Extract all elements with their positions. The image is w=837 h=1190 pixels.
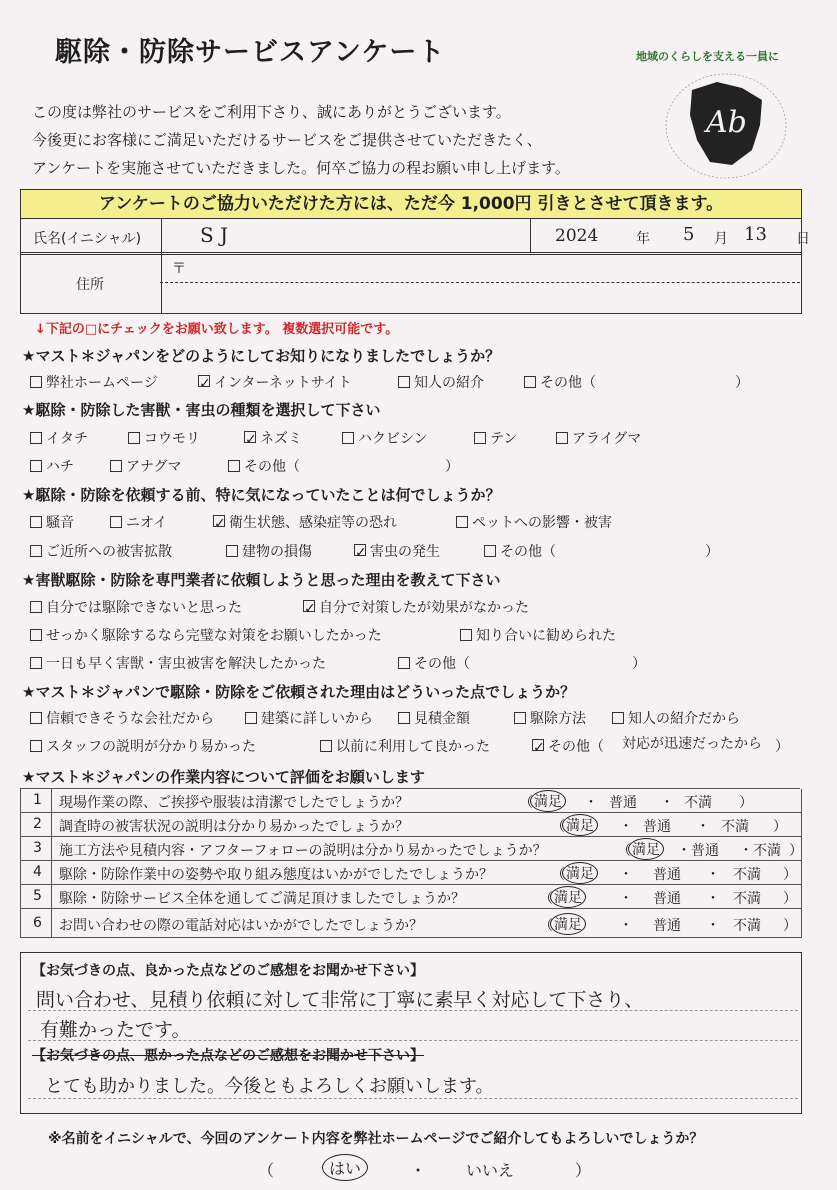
row-number: 5 (33, 888, 42, 904)
checkbox-checked[interactable]: ✓ (304, 601, 316, 617)
checkbox[interactable] (30, 712, 42, 724)
q3-option[interactable] (110, 512, 167, 532)
option-label: コウモリ (144, 431, 200, 447)
option-label: ハクビシン (358, 431, 428, 447)
checkbox[interactable] (245, 712, 257, 724)
option-label: 自分では駆除できないと思った (46, 600, 242, 616)
paren-close: ） (783, 891, 797, 907)
q4-option[interactable] (30, 625, 382, 645)
option-label: アナグマ (126, 459, 182, 475)
separator: ・ (696, 819, 710, 835)
option-label: イタチ (46, 431, 88, 447)
checkbox[interactable] (342, 432, 354, 444)
eval-row-5 (20, 885, 802, 909)
checkbox[interactable] (128, 432, 140, 444)
discount-banner: アンケートのご協力いただけた方には、ただ今 1,000円 引きとさせて頂きます。 (20, 189, 802, 219)
q2-title: ★駆除・防除した害獣・害虫の種類を選択して下さい (22, 401, 381, 419)
q1-option-other[interactable] (524, 372, 596, 392)
row-question: 調査時の被害状況の説明は分かり易かったでしょうか？ (59, 819, 409, 835)
choice-unsatisfied[interactable]: 不満 (753, 843, 781, 859)
choice-normal[interactable]: 普通 (691, 843, 719, 859)
checkbox[interactable] (110, 460, 122, 472)
q3-option-pests[interactable] (354, 541, 440, 561)
q1-option-homepage[interactable] (30, 372, 158, 392)
option-label: ペットへの影響・被害 (472, 515, 612, 531)
paren-close: ） (789, 843, 803, 859)
option-label: 知人の紹介だから (628, 711, 740, 727)
q2-option-rat[interactable] (244, 428, 302, 448)
checkbox[interactable] (484, 545, 496, 557)
q3-option[interactable] (456, 512, 612, 532)
q5-option[interactable] (245, 708, 373, 728)
q2-close: ） (445, 459, 459, 475)
q5-option[interactable] (398, 708, 470, 728)
row-question: 施工方法や見積内容・アフターフォローの説明は分かり易かったでしょうか？ (59, 843, 547, 859)
good-comment-label: 【お気づきの点、良かった点などのご感想をお聞かせ下さい】 (32, 963, 424, 979)
checkbox[interactable] (30, 629, 42, 641)
checkbox[interactable] (474, 432, 486, 444)
option-label: その他（ (540, 375, 596, 391)
checkbox[interactable] (320, 740, 332, 752)
checkbox[interactable] (30, 601, 42, 613)
date-day-unit: 日 (796, 231, 810, 247)
q2-option[interactable] (30, 456, 74, 476)
comment-rule (28, 1098, 798, 1099)
choice-satisfied[interactable]: 満足 (562, 862, 598, 884)
option-label: その他（ (548, 739, 604, 755)
choice-satisfied[interactable]: 満足 (530, 790, 566, 812)
footer-paren-close: ） (575, 1161, 592, 1180)
option-label: アライグマ (572, 431, 642, 447)
separator: ・ (706, 891, 720, 907)
q2-option[interactable] (342, 428, 428, 448)
choice-unsatisfied[interactable]: 不満 (733, 891, 761, 907)
checkbox[interactable] (398, 657, 410, 669)
comment-rule (28, 1010, 798, 1011)
footer-no[interactable]: いいえ (466, 1161, 515, 1180)
q2-option-other[interactable] (228, 456, 300, 476)
checkbox[interactable] (228, 460, 240, 472)
eval-row-4 (20, 861, 802, 885)
choice-unsatisfied[interactable]: 不満 (684, 795, 712, 811)
checkbox[interactable] (30, 460, 42, 472)
paren-close: ） (783, 867, 797, 883)
paren-open: （ (551, 867, 565, 883)
choice-unsatisfied[interactable]: 不満 (733, 867, 761, 883)
date-year-unit: 年 (636, 231, 650, 247)
option-label: ニオイ (126, 515, 168, 531)
q5-option-other[interactable] (532, 736, 604, 756)
checkbox-checked[interactable]: ✓ (245, 432, 257, 448)
q5-option[interactable] (514, 708, 586, 728)
q3-option[interactable] (226, 541, 312, 561)
q3-close: ） (705, 544, 719, 560)
checkbox[interactable] (110, 516, 122, 528)
checkbox-checked[interactable]: ✓ (214, 516, 226, 532)
intro-line-2: 今後更にお客様にご満足いただけるサービスをご提供させていただきたく、 (32, 131, 542, 149)
q5-title: ★マスト＊ジャパンで駆除・防除をご依頼された理由はどういった点でしょうか？ (22, 683, 576, 701)
bad-comment-label: 【お気づきの点、悪かった点などのご感想をお聞かせ下さい】 (32, 1048, 424, 1064)
choice-satisfied[interactable]: 満足 (550, 886, 586, 908)
row-question: 駆除・防除サービス全体を通してご満足頂けましたでしょうか？ (59, 891, 465, 907)
row-number: 6 (33, 915, 42, 931)
eval-row-3 (20, 837, 802, 861)
checkbox[interactable] (514, 712, 526, 724)
date-month-unit: 月 (714, 231, 728, 247)
date-year[interactable]: 2024 (555, 226, 599, 246)
row-question: お問い合わせの際の電話対応はいかがでしたでしょうか？ (59, 918, 423, 934)
q2-option[interactable] (110, 456, 181, 476)
separator: ・ (660, 795, 674, 811)
choice-normal[interactable]: 普通 (653, 891, 681, 907)
checkbox[interactable] (398, 712, 410, 724)
date-divider (530, 218, 531, 253)
paren-close: ） (783, 918, 797, 934)
name-label: 氏名(イニシャル) (33, 231, 142, 247)
checkbox[interactable] (30, 376, 42, 388)
option-label: ハチ (46, 459, 74, 475)
checkbox[interactable] (524, 376, 536, 388)
good-comment-line-1[interactable]: 問い合わせ、見積り依頼に対して非常に丁寧に素早く対応して下さり、 (36, 989, 644, 1011)
separator: ・ (739, 843, 753, 859)
checkbox[interactable] (398, 376, 410, 388)
intro-line-3: アンケートを実施させていただきました。何卒ご協力の程お願い申し上げます。 (32, 159, 570, 177)
eval-row-1 (20, 789, 802, 813)
row-number: 4 (33, 864, 42, 880)
separator: ・ (706, 867, 720, 883)
option-label: 見積金額 (414, 711, 470, 727)
slogan: 地域のくらしを支える一員に (636, 50, 779, 63)
separator: ・ (619, 819, 633, 835)
separator: ・ (619, 891, 633, 907)
q2-option[interactable] (474, 428, 517, 448)
checkbox-checked[interactable]: ✓ (355, 545, 367, 561)
address-label: 住所 (76, 277, 104, 293)
separator: ・ (706, 918, 720, 934)
q1-option-referral[interactable] (398, 372, 484, 392)
q5-option[interactable] (30, 708, 214, 728)
company-logo (662, 70, 790, 182)
checkbox[interactable] (226, 545, 238, 557)
q3-option-other[interactable] (484, 541, 556, 561)
row-number: 2 (33, 816, 42, 832)
postal-mark: 〒 (172, 261, 186, 277)
option-label: テン (490, 431, 518, 447)
checkbox-checked[interactable]: ✓ (533, 740, 545, 756)
checkbox-checked[interactable]: ✓ (199, 376, 211, 392)
q2-option[interactable] (556, 428, 641, 448)
q4-close: ） (632, 656, 646, 672)
checkbox[interactable] (30, 516, 42, 528)
eval-row-2 (20, 813, 802, 837)
checkbox[interactable] (612, 712, 624, 724)
choice-normal[interactable]: 普通 (643, 819, 671, 835)
intro-line-1: この度は弊社のサービスをご利用下さり、誠にありがとうございます。 (32, 103, 511, 121)
option-label: ご近所への被害拡散 (46, 544, 172, 560)
name-value[interactable]: S J (200, 223, 229, 247)
option-label: 害虫の発生 (370, 544, 440, 560)
q4-title: ★害獣駆除・防除を専門業者に依頼しようと思った理由を教えて下さい (22, 571, 501, 589)
paren-close: ） (739, 795, 753, 811)
row-number: 3 (33, 840, 42, 856)
q4-option-self-failed[interactable] (303, 597, 529, 617)
option-label: 駆除方法 (530, 711, 586, 727)
option-label: 知り合いに勧められた (476, 628, 616, 644)
q2-option[interactable] (128, 428, 200, 448)
q5-other-text[interactable]: 対応が迅速だったから (622, 736, 762, 752)
q5-option[interactable] (320, 736, 490, 756)
q3-title: ★駆除・防除を依頼する前、特に気になっていたことは何でしょうか？ (22, 486, 501, 504)
q3-option-hygiene[interactable] (213, 512, 397, 532)
option-label: 自分で対策したが効果がなかった (319, 600, 529, 616)
eval-row-6 (20, 909, 802, 938)
choice-normal[interactable]: 普通 (653, 918, 681, 934)
q1-close: ） (735, 375, 749, 391)
checkbox[interactable] (30, 740, 42, 752)
choice-unsatisfied[interactable]: 不満 (733, 918, 761, 934)
q2-option[interactable] (30, 428, 88, 448)
option-label: 弊社ホームページ (46, 375, 158, 391)
option-label: インターネットサイト (214, 375, 352, 391)
good-comment-line-2[interactable]: 有難かったです。 (40, 1019, 191, 1041)
q1-title: ★マスト＊ジャパンをどのようにしてお知りになりましたでしょうか？ (22, 347, 501, 365)
choice-normal[interactable]: 普通 (653, 867, 681, 883)
date-month[interactable]: 5 (683, 224, 695, 245)
paren-open: （ (617, 843, 631, 859)
option-label: その他（ (414, 656, 470, 672)
bad-comment-text[interactable]: とても助かりました。今後ともよろしくお願いします。 (45, 1076, 494, 1097)
option-label: 信頼できそうな会社だから (46, 711, 214, 727)
row-question: 現場作業の際、ご挨拶や服装は清潔でしたでしょうか？ (59, 795, 409, 811)
checkbox[interactable] (30, 432, 42, 444)
eval-title: ★マスト＊ジャパンの作業内容について評価をお願いします (22, 768, 425, 786)
checkbox[interactable] (30, 657, 42, 669)
paren-open: （ (551, 819, 565, 835)
option-label: その他（ (500, 544, 556, 560)
q3-option[interactable] (30, 512, 74, 532)
q5-close: ） (775, 739, 789, 755)
option-label: 騒音 (46, 515, 74, 531)
choice-satisfied[interactable]: 満足 (628, 838, 664, 860)
q5-option[interactable] (612, 708, 740, 728)
option-label: その他（ (244, 459, 300, 475)
footer-separator: ・ (410, 1161, 427, 1180)
checkbox[interactable] (456, 516, 468, 528)
q4-option-other[interactable] (398, 653, 470, 673)
option-label: 一日も早く害獣・害虫被害を解決したかった (46, 656, 326, 672)
footer-paren-open: （ (258, 1161, 275, 1180)
checkbox[interactable] (460, 629, 472, 641)
checkbox[interactable] (556, 432, 568, 444)
checkbox[interactable] (30, 545, 42, 557)
q5-option[interactable] (30, 736, 256, 756)
paren-open: （ (539, 891, 553, 907)
option-label: せっかく駆除するなら完璧な対策をお願いしたかった (46, 628, 382, 644)
option-label: 以前に利用して良かった (336, 739, 490, 755)
paren-open: （ (519, 795, 533, 811)
instruction: ↓下記の□にチェックをお願い致します。 複数選択可能です。 (35, 322, 399, 337)
q1-option-internet[interactable] (198, 372, 352, 392)
option-label: 建物の損傷 (242, 544, 312, 560)
choice-satisfied[interactable]: 満足 (550, 913, 586, 935)
separator: ・ (619, 867, 633, 883)
paren-open: （ (539, 918, 553, 934)
row-question: 駆除・防除作業中の姿勢や取り組み態度はいかがでしたでしょうか？ (59, 867, 493, 883)
q4-option[interactable] (30, 653, 326, 673)
choice-satisfied[interactable]: 満足 (562, 814, 598, 836)
option-label: スタッフの説明が分かり易かった (46, 739, 256, 755)
paren-close: ） (773, 819, 787, 835)
footer-question: ※名前をイニシャルで、今回のアンケート内容を弊社ホームページでご紹介してもよろしいでしょうか？ (48, 1131, 704, 1147)
comment-rule (28, 1040, 798, 1041)
address-divider (160, 282, 800, 283)
separator: ・ (619, 918, 633, 934)
svg-text:Ab: Ab (706, 105, 747, 140)
choice-unsatisfied[interactable]: 不満 (721, 819, 749, 835)
separator: ・ (584, 795, 598, 811)
row-number: 1 (33, 792, 42, 808)
date-day[interactable]: 13 (744, 224, 767, 245)
separator: ・ (677, 843, 691, 859)
footer-yes[interactable]: はい (322, 1154, 368, 1181)
q4-option[interactable] (30, 597, 242, 617)
q3-option[interactable] (30, 541, 172, 561)
option-label: 衛生状態、感染症等の恐れ (229, 515, 397, 531)
page-title: 駆除・防除サービスアンケート (55, 37, 446, 68)
choice-normal[interactable]: 普通 (609, 795, 637, 811)
option-label: ネズミ (260, 431, 302, 447)
q4-option[interactable] (460, 625, 616, 645)
option-label: 知人の紹介 (414, 375, 484, 391)
option-label: 建築に詳しいから (261, 711, 373, 727)
